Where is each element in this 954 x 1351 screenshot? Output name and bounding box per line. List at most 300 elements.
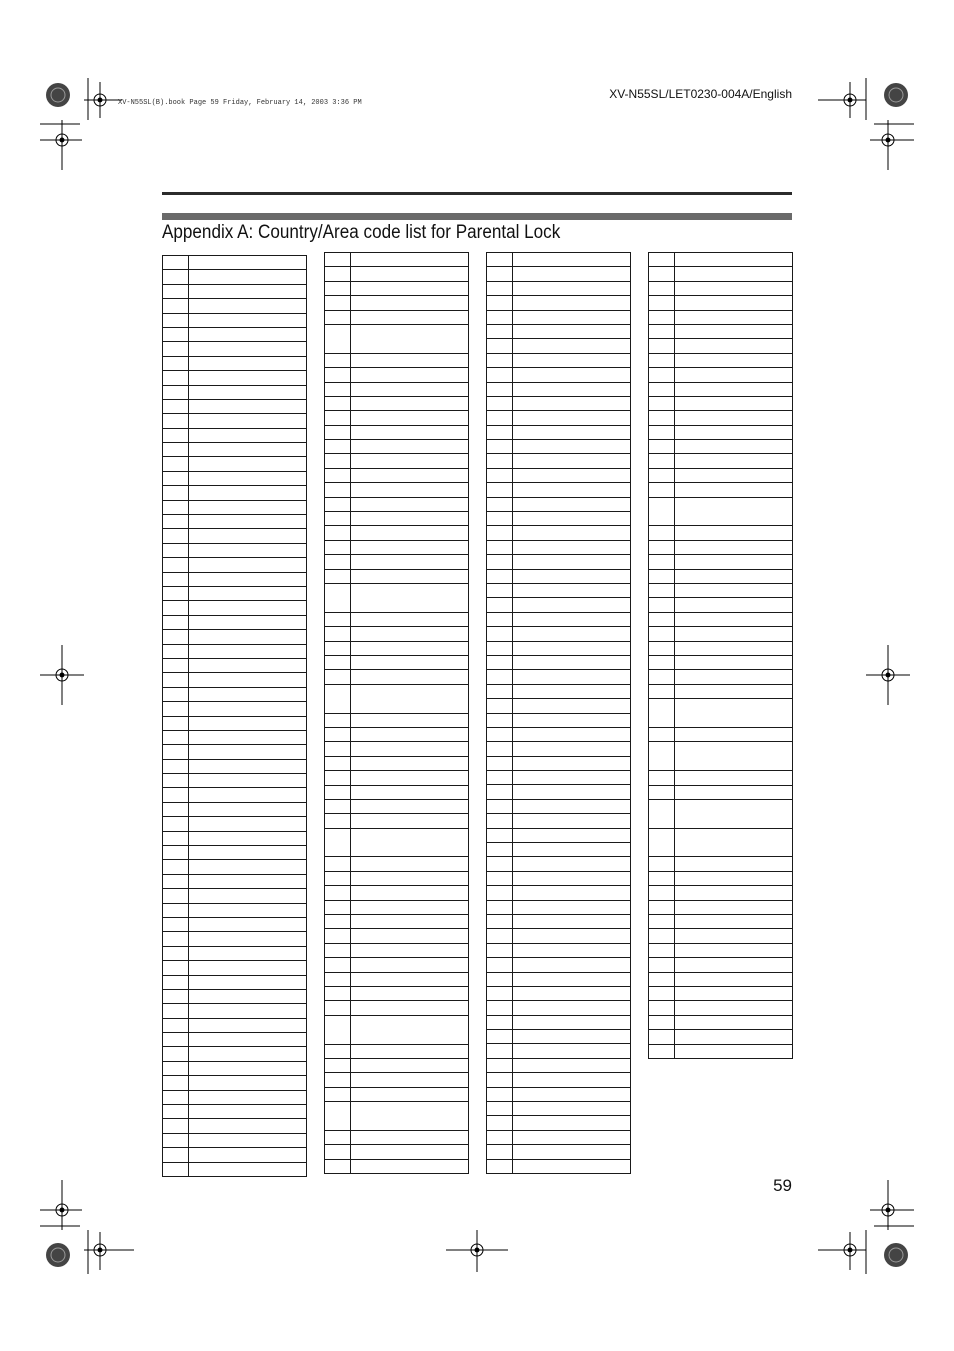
code-cell xyxy=(487,1015,513,1029)
code-cell xyxy=(163,932,189,946)
table-row xyxy=(487,900,631,914)
table-row xyxy=(649,555,793,569)
country-cell xyxy=(513,1130,631,1144)
table-row xyxy=(163,1162,307,1176)
table-row xyxy=(325,1102,469,1131)
country-cell xyxy=(513,972,631,986)
code-cell xyxy=(163,572,189,586)
code-cell xyxy=(487,296,513,310)
code-cell xyxy=(649,281,675,295)
table-row xyxy=(649,871,793,885)
table-row xyxy=(649,339,793,353)
table-row xyxy=(163,658,307,672)
code-cell xyxy=(649,368,675,382)
country-cell xyxy=(675,368,793,382)
country-cell xyxy=(675,382,793,396)
table-row xyxy=(487,857,631,871)
table-row xyxy=(487,468,631,482)
code-cell xyxy=(649,497,675,526)
country-cell xyxy=(189,428,307,442)
code-cell xyxy=(163,371,189,385)
table-row xyxy=(325,382,469,396)
code-cell xyxy=(163,903,189,917)
country-cell xyxy=(513,396,631,410)
country-cell xyxy=(189,889,307,903)
code-cell xyxy=(487,382,513,396)
country-cell xyxy=(675,440,793,454)
country-cell xyxy=(189,788,307,802)
code-cell xyxy=(487,353,513,367)
code-cell xyxy=(325,497,351,511)
table-row xyxy=(487,483,631,497)
country-cell xyxy=(513,684,631,698)
table-row xyxy=(649,253,793,267)
code-cell xyxy=(487,958,513,972)
country-cell xyxy=(351,727,469,741)
country-cell xyxy=(513,497,631,511)
code-cell xyxy=(163,500,189,514)
country-cell xyxy=(189,1018,307,1032)
code-cell xyxy=(487,857,513,871)
country-cell xyxy=(675,353,793,367)
table-row xyxy=(649,684,793,698)
country-cell xyxy=(675,267,793,281)
table-row xyxy=(649,771,793,785)
code-cell xyxy=(325,943,351,957)
code-cell xyxy=(325,1073,351,1087)
country-cell xyxy=(675,785,793,799)
country-cell xyxy=(513,1073,631,1087)
table-row xyxy=(325,1058,469,1072)
table-row xyxy=(325,368,469,382)
table-row xyxy=(325,986,469,1000)
country-cell xyxy=(189,860,307,874)
table-row xyxy=(487,1087,631,1101)
country-cell xyxy=(513,468,631,482)
country-cell xyxy=(351,1015,469,1044)
table-row xyxy=(649,497,793,526)
country-cell xyxy=(513,411,631,425)
code-cell xyxy=(325,972,351,986)
table-row xyxy=(163,1076,307,1090)
code-cell xyxy=(325,771,351,785)
code-cell xyxy=(163,615,189,629)
code-cell xyxy=(649,339,675,353)
table-row xyxy=(487,555,631,569)
code-cell xyxy=(487,1044,513,1058)
table-row xyxy=(325,670,469,684)
country-cell xyxy=(513,713,631,727)
code-cell xyxy=(325,1087,351,1101)
code-cell xyxy=(649,655,675,669)
table-row xyxy=(163,572,307,586)
country-cell xyxy=(513,814,631,828)
table-row xyxy=(487,943,631,957)
country-cell xyxy=(513,627,631,641)
code-cell xyxy=(325,612,351,626)
code-cell xyxy=(649,324,675,338)
code-cell xyxy=(649,857,675,871)
code-cell xyxy=(487,612,513,626)
country-cell xyxy=(675,1001,793,1015)
code-cell xyxy=(649,699,675,728)
country-cell xyxy=(675,411,793,425)
code-cell xyxy=(487,411,513,425)
country-cell xyxy=(675,425,793,439)
country-cell xyxy=(189,543,307,557)
table-row xyxy=(163,529,307,543)
country-cell xyxy=(513,382,631,396)
table-row xyxy=(487,1058,631,1072)
code-cell xyxy=(649,555,675,569)
table-row xyxy=(325,828,469,857)
code-cell xyxy=(163,256,189,270)
code-cell xyxy=(325,1159,351,1173)
code-cell xyxy=(163,385,189,399)
country-cell xyxy=(351,915,469,929)
code-cell xyxy=(487,267,513,281)
country-cell xyxy=(189,989,307,1003)
country-cell xyxy=(351,756,469,770)
table-row xyxy=(163,1090,307,1104)
code-cell xyxy=(325,1130,351,1144)
table-row xyxy=(649,886,793,900)
table-row xyxy=(163,946,307,960)
code-cell xyxy=(487,699,513,713)
table-row xyxy=(487,1073,631,1087)
table-row xyxy=(163,889,307,903)
country-cell xyxy=(513,655,631,669)
code-cell xyxy=(649,958,675,972)
country-cell xyxy=(189,1119,307,1133)
table-row xyxy=(163,457,307,471)
country-cell xyxy=(189,975,307,989)
code-cell xyxy=(163,946,189,960)
code-cell xyxy=(163,774,189,788)
country-cell xyxy=(189,371,307,385)
country-cell xyxy=(351,569,469,583)
code-cell xyxy=(487,1145,513,1159)
table-row xyxy=(649,900,793,914)
table-row xyxy=(325,1087,469,1101)
country-cell xyxy=(513,454,631,468)
country-cell xyxy=(513,857,631,871)
country-cell xyxy=(189,500,307,514)
country-cell xyxy=(351,483,469,497)
table-row xyxy=(649,972,793,986)
table-row xyxy=(649,987,793,1001)
country-cell xyxy=(675,943,793,957)
table-row xyxy=(325,1073,469,1087)
code-cell xyxy=(487,1116,513,1130)
table-row xyxy=(325,929,469,943)
table-row xyxy=(325,440,469,454)
table-row xyxy=(325,742,469,756)
table-row xyxy=(649,799,793,828)
country-cell xyxy=(351,713,469,727)
country-cell xyxy=(351,857,469,871)
country-cell xyxy=(189,702,307,716)
country-cell xyxy=(189,256,307,270)
table-row xyxy=(325,454,469,468)
code-cell xyxy=(487,583,513,597)
table-row xyxy=(487,425,631,439)
table-row xyxy=(325,584,469,613)
table-row xyxy=(487,799,631,813)
code-cell xyxy=(325,785,351,799)
table-row xyxy=(649,598,793,612)
code-cell xyxy=(487,1073,513,1087)
table-row xyxy=(163,774,307,788)
code-cell xyxy=(649,267,675,281)
table-row xyxy=(325,512,469,526)
code-cell xyxy=(325,627,351,641)
code-cell xyxy=(325,756,351,770)
country-cell xyxy=(675,958,793,972)
code-cell xyxy=(163,989,189,1003)
table-row xyxy=(487,339,631,353)
country-cell xyxy=(189,385,307,399)
code-cell xyxy=(487,1001,513,1015)
table-row xyxy=(487,454,631,468)
country-cell xyxy=(513,1001,631,1015)
code-cell xyxy=(649,310,675,324)
table-row xyxy=(649,440,793,454)
code-cell xyxy=(649,296,675,310)
code-cell xyxy=(163,1105,189,1119)
code-cell xyxy=(163,356,189,370)
country-cell xyxy=(189,961,307,975)
code-cell xyxy=(163,1018,189,1032)
country-cell xyxy=(351,310,469,324)
code-cell xyxy=(325,353,351,367)
code-cell xyxy=(325,929,351,943)
table-row xyxy=(163,428,307,442)
country-cell xyxy=(513,512,631,526)
country-cell xyxy=(675,396,793,410)
code-cell xyxy=(325,828,351,857)
table-row xyxy=(487,411,631,425)
country-cell xyxy=(675,1015,793,1029)
code-cell xyxy=(163,716,189,730)
country-cell xyxy=(675,454,793,468)
code-cell xyxy=(487,512,513,526)
code-cell xyxy=(163,270,189,284)
country-cell xyxy=(351,799,469,813)
table-row xyxy=(487,598,631,612)
country-cell xyxy=(675,886,793,900)
country-cell xyxy=(513,440,631,454)
table-row xyxy=(163,917,307,931)
country-cell xyxy=(513,281,631,295)
country-cell xyxy=(513,1087,631,1101)
table-row xyxy=(487,382,631,396)
country-cell xyxy=(351,1001,469,1015)
code-cell xyxy=(163,471,189,485)
code-cell xyxy=(487,814,513,828)
country-cell xyxy=(189,817,307,831)
table-row xyxy=(487,526,631,540)
country-cell xyxy=(351,785,469,799)
code-cell xyxy=(163,874,189,888)
code-cell xyxy=(163,342,189,356)
table-row xyxy=(163,1033,307,1047)
country-cell xyxy=(189,946,307,960)
code-cell xyxy=(163,961,189,975)
table-row xyxy=(325,900,469,914)
table-row xyxy=(649,1030,793,1044)
code-cell xyxy=(649,771,675,785)
table-row xyxy=(325,641,469,655)
table-row xyxy=(325,483,469,497)
table-row xyxy=(487,627,631,641)
country-cell xyxy=(675,569,793,583)
code-cell xyxy=(487,253,513,267)
country-cell xyxy=(189,730,307,744)
country-cell xyxy=(513,310,631,324)
country-cell xyxy=(189,529,307,543)
country-cell xyxy=(351,425,469,439)
country-cell xyxy=(351,943,469,957)
table-row xyxy=(325,526,469,540)
code-cell xyxy=(487,670,513,684)
table-row xyxy=(163,1004,307,1018)
table-row xyxy=(487,713,631,727)
code-table-1 xyxy=(162,255,307,1177)
code-cell xyxy=(163,284,189,298)
country-cell xyxy=(513,871,631,885)
book-file-line: XV-N55SL(B).book Page 59 Friday, February 14, 2003 3:36 PM xyxy=(118,99,362,107)
code-cell xyxy=(487,742,513,756)
country-cell xyxy=(513,253,631,267)
code-cell xyxy=(487,1159,513,1173)
table-row xyxy=(325,713,469,727)
country-cell xyxy=(675,1030,793,1044)
code-cell xyxy=(325,857,351,871)
country-cell xyxy=(513,1015,631,1029)
code-cell xyxy=(487,713,513,727)
table-row xyxy=(163,371,307,385)
table-row xyxy=(649,958,793,972)
code-cell xyxy=(163,802,189,816)
country-cell xyxy=(189,1162,307,1176)
code-cell xyxy=(163,399,189,413)
country-cell xyxy=(675,339,793,353)
code-cell xyxy=(163,299,189,313)
country-cell xyxy=(513,828,631,842)
table-row xyxy=(163,1119,307,1133)
country-cell xyxy=(189,1090,307,1104)
country-cell xyxy=(675,324,793,338)
table-row xyxy=(163,989,307,1003)
country-cell xyxy=(513,353,631,367)
code-cell xyxy=(163,658,189,672)
code-cell xyxy=(325,310,351,324)
table-row xyxy=(649,828,793,857)
country-cell xyxy=(351,929,469,943)
table-row xyxy=(487,1159,631,1173)
table-row xyxy=(487,497,631,511)
code-cell xyxy=(487,598,513,612)
table-row xyxy=(325,612,469,626)
table-row xyxy=(325,310,469,324)
table-row xyxy=(487,310,631,324)
table-row xyxy=(163,342,307,356)
country-cell xyxy=(189,558,307,572)
code-cell xyxy=(325,1044,351,1058)
country-cell xyxy=(189,759,307,773)
country-cell xyxy=(351,497,469,511)
code-cell xyxy=(163,889,189,903)
code-cell xyxy=(649,1044,675,1058)
table-row xyxy=(163,385,307,399)
code-cell xyxy=(325,742,351,756)
country-cell xyxy=(351,253,469,267)
country-cell xyxy=(189,802,307,816)
country-cell xyxy=(675,627,793,641)
table-row xyxy=(163,745,307,759)
code-cell xyxy=(487,324,513,338)
table-row xyxy=(487,540,631,554)
code-cell xyxy=(163,860,189,874)
code-cell xyxy=(649,900,675,914)
country-cell xyxy=(189,313,307,327)
country-cell xyxy=(189,471,307,485)
table-row xyxy=(487,771,631,785)
country-cell xyxy=(351,396,469,410)
table-row xyxy=(649,627,793,641)
country-cell xyxy=(351,411,469,425)
country-cell xyxy=(189,414,307,428)
table-row xyxy=(163,846,307,860)
country-cell xyxy=(189,342,307,356)
country-cell xyxy=(513,900,631,914)
code-cell xyxy=(163,687,189,701)
code-cell xyxy=(163,543,189,557)
code-cell xyxy=(487,368,513,382)
table-row xyxy=(487,512,631,526)
country-cell xyxy=(189,1148,307,1162)
table-row xyxy=(163,601,307,615)
code-cell xyxy=(325,684,351,713)
code-cell xyxy=(487,1058,513,1072)
country-cell xyxy=(351,771,469,785)
code-cell xyxy=(649,785,675,799)
country-cell xyxy=(189,270,307,284)
country-cell xyxy=(513,425,631,439)
table-row xyxy=(487,727,631,741)
country-cell xyxy=(513,483,631,497)
code-cell xyxy=(325,382,351,396)
country-cell xyxy=(189,917,307,931)
country-cell xyxy=(351,900,469,914)
code-cell xyxy=(325,871,351,885)
country-cell xyxy=(189,1105,307,1119)
code-cell xyxy=(325,396,351,410)
country-cell xyxy=(675,929,793,943)
code-cell xyxy=(325,814,351,828)
table-row xyxy=(487,396,631,410)
code-cell xyxy=(163,1061,189,1075)
code-cell xyxy=(163,817,189,831)
code-cell xyxy=(487,454,513,468)
table-row xyxy=(487,612,631,626)
table-row xyxy=(325,555,469,569)
code-cell xyxy=(649,584,675,598)
country-cell xyxy=(513,641,631,655)
table-row xyxy=(163,615,307,629)
code-cell xyxy=(649,943,675,957)
